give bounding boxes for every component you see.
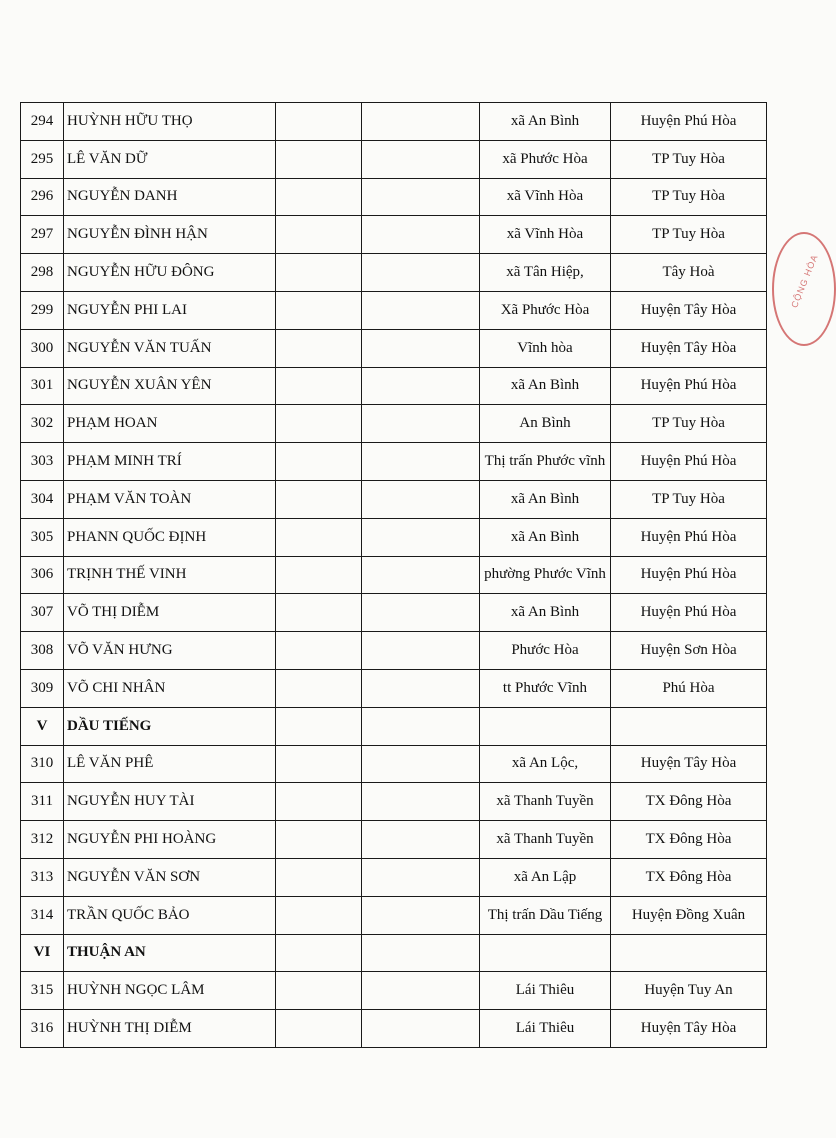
empty-cell	[362, 632, 480, 670]
empty-cell	[276, 140, 362, 178]
district-cell: Huyện Phú Hòa	[611, 518, 767, 556]
official-seal-stamp	[772, 232, 836, 346]
empty-cell	[362, 367, 480, 405]
empty-cell	[276, 443, 362, 481]
district-cell: Huyện Tây Hòa	[611, 329, 767, 367]
empty-cell	[276, 291, 362, 329]
name-cell: VÕ CHI NHÂN	[64, 669, 276, 707]
roster-table	[20, 102, 767, 1048]
name-cell: PHẠM HOAN	[64, 405, 276, 443]
commune-cell: xã An Bình	[480, 594, 611, 632]
table-row	[21, 858, 767, 896]
empty-cell	[276, 896, 362, 934]
district-cell: Huyện Phú Hòa	[611, 367, 767, 405]
district-cell: TP Tuy Hòa	[611, 480, 767, 518]
empty-cell	[276, 518, 362, 556]
table-row	[21, 896, 767, 934]
district-cell: TP Tuy Hòa	[611, 216, 767, 254]
commune-cell: xã An Bình	[480, 518, 611, 556]
empty-cell	[362, 291, 480, 329]
name-cell: PHẠM VĂN TOÀN	[64, 480, 276, 518]
empty-cell	[362, 480, 480, 518]
empty-cell	[276, 329, 362, 367]
name-cell: VÕ THỊ DIỄM	[64, 594, 276, 632]
table-row	[21, 783, 767, 821]
district-cell: TX Đông Hòa	[611, 783, 767, 821]
stt-cell: 313	[21, 858, 64, 896]
stt-cell: 309	[21, 669, 64, 707]
name-cell: NGUYỄN ĐÌNH HẬN	[64, 216, 276, 254]
stt-cell: V	[21, 707, 64, 745]
stt-cell: 312	[21, 821, 64, 859]
empty-cell	[276, 632, 362, 670]
stt-cell: 295	[21, 140, 64, 178]
table-row	[21, 556, 767, 594]
commune-cell: An Bình	[480, 405, 611, 443]
district-cell: TP Tuy Hòa	[611, 140, 767, 178]
table-row	[21, 254, 767, 292]
name-cell: DẦU TIẾNG	[64, 707, 276, 745]
empty-cell	[362, 896, 480, 934]
district-cell: Huyện Phú Hòa	[611, 443, 767, 481]
empty-cell	[362, 594, 480, 632]
district-cell: Huyện Phú Hòa	[611, 556, 767, 594]
table-row	[21, 972, 767, 1010]
table-row	[21, 594, 767, 632]
empty-cell	[276, 103, 362, 141]
empty-cell	[362, 518, 480, 556]
stt-cell: 299	[21, 291, 64, 329]
empty-cell	[276, 972, 362, 1010]
table-row	[21, 291, 767, 329]
empty-cell	[276, 556, 362, 594]
name-cell: TRỊNH THẾ VINH	[64, 556, 276, 594]
empty-cell	[362, 405, 480, 443]
table-row	[21, 1010, 767, 1048]
name-cell: PHANN QUỐC ĐỊNH	[64, 518, 276, 556]
district-cell: Huyện Tây Hòa	[611, 291, 767, 329]
empty-cell	[276, 934, 362, 972]
table-row	[21, 367, 767, 405]
commune-cell: tt Phước Vĩnh	[480, 669, 611, 707]
district-cell: TX Đông Hòa	[611, 821, 767, 859]
empty-cell	[362, 216, 480, 254]
district-cell: TP Tuy Hòa	[611, 405, 767, 443]
commune-cell: Thị trấn Dầu Tiếng	[480, 896, 611, 934]
name-cell: HUỲNH HỮU THỌ	[64, 103, 276, 141]
district-cell	[611, 934, 767, 972]
commune-cell: xã An Bình	[480, 480, 611, 518]
empty-cell	[362, 329, 480, 367]
empty-cell	[362, 745, 480, 783]
empty-cell	[362, 103, 480, 141]
name-cell: LÊ VĂN DỮ	[64, 140, 276, 178]
empty-cell	[276, 405, 362, 443]
empty-cell	[362, 707, 480, 745]
empty-cell	[276, 254, 362, 292]
empty-cell	[362, 972, 480, 1010]
section-header-row	[21, 934, 767, 972]
district-cell: Huyện Phú Hòa	[611, 103, 767, 141]
stamp-text: CỘNG HÒA	[789, 252, 820, 310]
name-cell: HUỲNH NGỌC LÂM	[64, 972, 276, 1010]
commune-cell: xã An Bình	[480, 103, 611, 141]
stt-cell: 305	[21, 518, 64, 556]
district-cell: Tây Hoà	[611, 254, 767, 292]
district-cell: Huyện Phú Hòa	[611, 594, 767, 632]
table-row	[21, 140, 767, 178]
empty-cell	[276, 858, 362, 896]
commune-cell: xã Vĩnh Hòa	[480, 216, 611, 254]
table-row	[21, 103, 767, 141]
table-row	[21, 669, 767, 707]
stt-cell: 306	[21, 556, 64, 594]
stt-cell: VI	[21, 934, 64, 972]
name-cell: NGUYỄN VĂN TUẤN	[64, 329, 276, 367]
empty-cell	[362, 934, 480, 972]
table-row	[21, 632, 767, 670]
stt-cell: 316	[21, 1010, 64, 1048]
empty-cell	[276, 821, 362, 859]
empty-cell	[276, 594, 362, 632]
empty-cell	[362, 443, 480, 481]
commune-cell: xã Thanh Tuyền	[480, 783, 611, 821]
stt-cell: 302	[21, 405, 64, 443]
empty-cell	[276, 367, 362, 405]
empty-cell	[276, 745, 362, 783]
stt-cell: 311	[21, 783, 64, 821]
table-row	[21, 480, 767, 518]
commune-cell	[480, 707, 611, 745]
empty-cell	[276, 178, 362, 216]
name-cell: PHẠM MINH TRÍ	[64, 443, 276, 481]
empty-cell	[362, 821, 480, 859]
district-cell: Huyện Tây Hòa	[611, 745, 767, 783]
commune-cell: xã An Bình	[480, 367, 611, 405]
district-cell: Huyện Sơn Hòa	[611, 632, 767, 670]
stt-cell: 296	[21, 178, 64, 216]
stt-cell: 298	[21, 254, 64, 292]
commune-cell	[480, 934, 611, 972]
table-row	[21, 745, 767, 783]
name-cell: LÊ VĂN PHÊ	[64, 745, 276, 783]
empty-cell	[276, 669, 362, 707]
name-cell: NGUYỄN PHI LAI	[64, 291, 276, 329]
commune-cell: Xã Phước Hòa	[480, 291, 611, 329]
table-row	[21, 443, 767, 481]
name-cell: NGUYỄN XUÂN YÊN	[64, 367, 276, 405]
empty-cell	[276, 783, 362, 821]
district-cell: Huyện Tuy An	[611, 972, 767, 1010]
empty-cell	[362, 556, 480, 594]
name-cell: NGUYỄN PHI HOÀNG	[64, 821, 276, 859]
stt-cell: 307	[21, 594, 64, 632]
commune-cell: xã An Lập	[480, 858, 611, 896]
name-cell: THUẬN AN	[64, 934, 276, 972]
district-cell: Huyện Đồng Xuân	[611, 896, 767, 934]
district-cell: Huyện Tây Hòa	[611, 1010, 767, 1048]
name-cell: HUỲNH THỊ DIỄM	[64, 1010, 276, 1048]
table-row	[21, 178, 767, 216]
table-row	[21, 518, 767, 556]
commune-cell: phường Phước Vĩnh	[480, 556, 611, 594]
name-cell: VÕ VĂN HƯNG	[64, 632, 276, 670]
empty-cell	[276, 707, 362, 745]
commune-cell: xã An Lộc,	[480, 745, 611, 783]
commune-cell: xã Thanh Tuyền	[480, 821, 611, 859]
stt-cell: 294	[21, 103, 64, 141]
empty-cell	[362, 178, 480, 216]
stt-cell: 300	[21, 329, 64, 367]
stt-cell: 304	[21, 480, 64, 518]
commune-cell: Phước Hòa	[480, 632, 611, 670]
table-row	[21, 821, 767, 859]
empty-cell	[362, 1010, 480, 1048]
stt-cell: 315	[21, 972, 64, 1010]
district-cell: TP Tuy Hòa	[611, 178, 767, 216]
stt-cell: 301	[21, 367, 64, 405]
stt-cell: 308	[21, 632, 64, 670]
name-cell: NGUYỄN HUY TÀI	[64, 783, 276, 821]
commune-cell: xã Phước Hòa	[480, 140, 611, 178]
empty-cell	[362, 254, 480, 292]
name-cell: NGUYỄN DANH	[64, 178, 276, 216]
table-row	[21, 405, 767, 443]
district-cell: TX Đông Hòa	[611, 858, 767, 896]
name-cell: NGUYỄN VĂN SƠN	[64, 858, 276, 896]
table-row	[21, 216, 767, 254]
district-cell: Phú Hòa	[611, 669, 767, 707]
empty-cell	[362, 140, 480, 178]
name-cell: TRẦN QUỐC BẢO	[64, 896, 276, 934]
empty-cell	[276, 480, 362, 518]
section-header-row	[21, 707, 767, 745]
commune-cell: Lái Thiêu	[480, 972, 611, 1010]
table-row	[21, 329, 767, 367]
commune-cell: xã Vĩnh Hòa	[480, 178, 611, 216]
empty-cell	[362, 783, 480, 821]
district-cell	[611, 707, 767, 745]
name-cell: NGUYỄN HỮU ĐÔNG	[64, 254, 276, 292]
empty-cell	[276, 1010, 362, 1048]
commune-cell: Vĩnh hòa	[480, 329, 611, 367]
stt-cell: 310	[21, 745, 64, 783]
stt-cell: 303	[21, 443, 64, 481]
empty-cell	[276, 216, 362, 254]
empty-cell	[362, 858, 480, 896]
commune-cell: xã Tân Hiệp,	[480, 254, 611, 292]
stt-cell: 297	[21, 216, 64, 254]
commune-cell: Lái Thiêu	[480, 1010, 611, 1048]
stt-cell: 314	[21, 896, 64, 934]
empty-cell	[362, 669, 480, 707]
commune-cell: Thị trấn Phước vĩnh	[480, 443, 611, 481]
